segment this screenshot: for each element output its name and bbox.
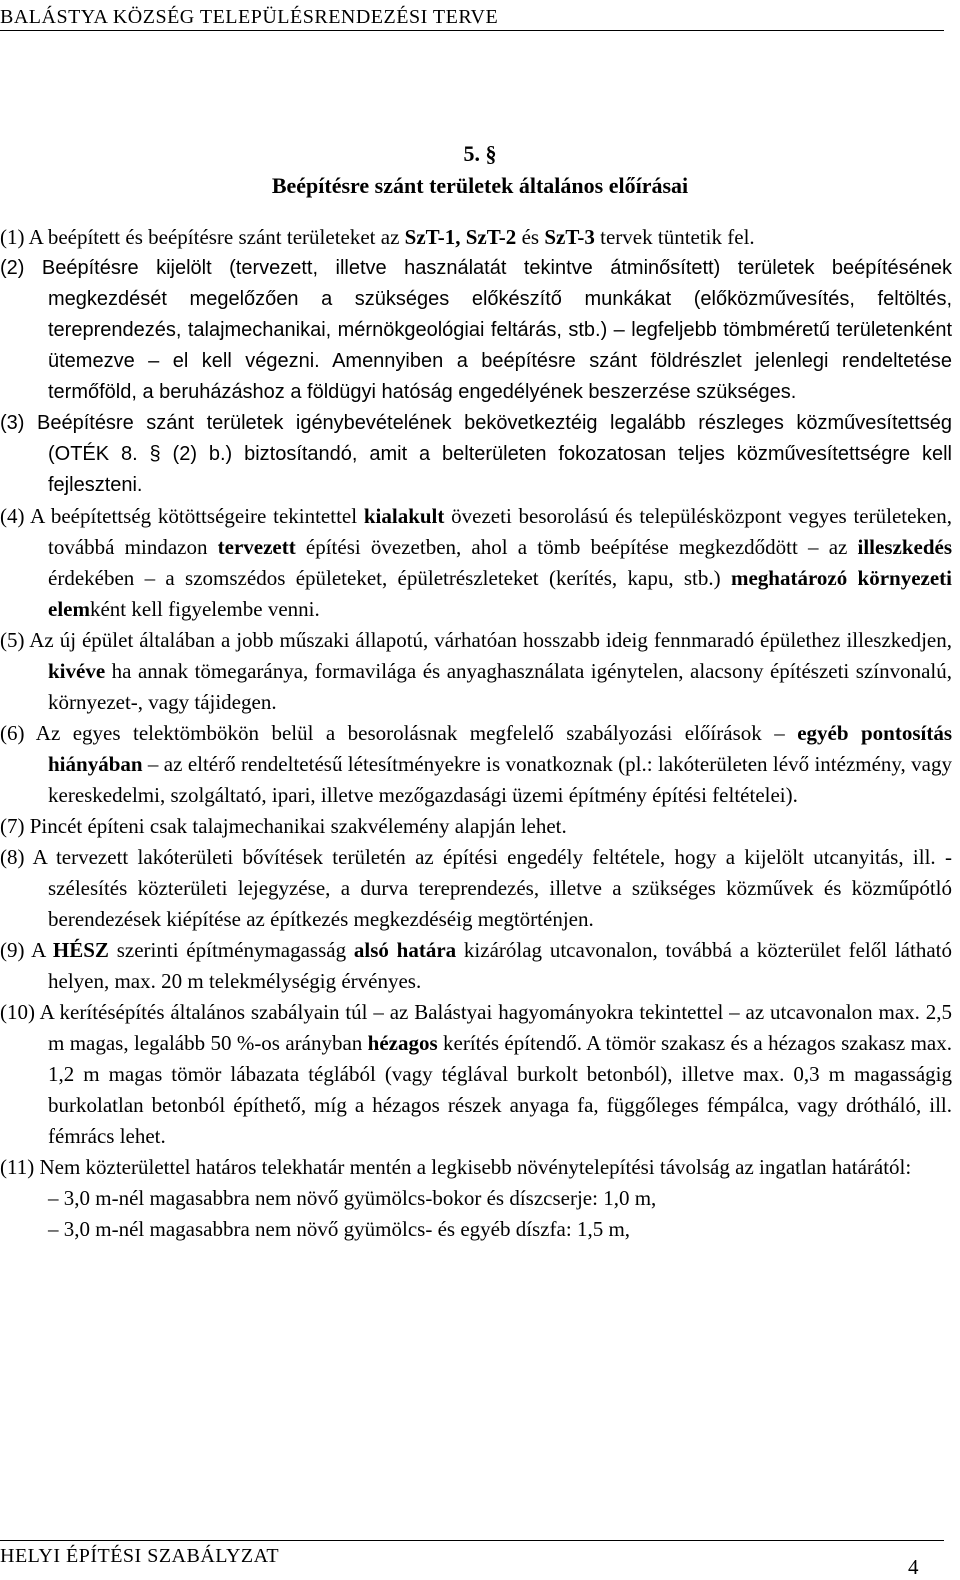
- p9-bold-a: HÉSZ: [52, 938, 109, 962]
- header-title: BALÁSTYA KÖZSÉG TELEPÜLÉSRENDEZÉSI TERVE: [0, 6, 499, 28]
- p1-text-a: (1) A beépített és beépítésre szánt területeket az: [0, 225, 405, 249]
- paragraph-9: [0, 935, 952, 997]
- p1-text-b: és: [516, 225, 545, 249]
- p2-text-b: Amennyiben a beépítésre szánt földrészlet jelenlegi rendeltetése termőföld, a beruházáshoz a földügyi hatóság engedélyének beszerzése szükséges.: [48, 350, 953, 403]
- list-item: [0, 1183, 952, 1214]
- p9-text-a: (9) A: [0, 938, 53, 962]
- paragraph-7: [0, 811, 952, 842]
- p4-text-a: (4) A beépítettség kötöttségeire tekintettel: [0, 504, 364, 528]
- p1-bold-b: SzT-3: [544, 225, 595, 249]
- p4-bold-d: meghatározó környezeti elem: [48, 566, 953, 621]
- section-title: Beépítésre szánt területek általános előírásai: [271, 173, 689, 198]
- paragraph-4: [0, 501, 952, 625]
- p3-text: (3) Beépítésre szánt területek igénybevételének bekövetkeztéig legalább részleges közművesítettség (OTÉK 8. § (2) b.) biztosítandó, amit a belterületen fokozatosan teljes közművesítettségre kell fejleszteni.: [0, 412, 952, 496]
- p9-text-b: szerinti építménymagasság: [108, 938, 354, 962]
- paragraph-6: [0, 718, 952, 811]
- p9-text-c: kizárólag utcavonalon, továbbá a közterület felől látható helyen, max. 20 m telekmélységig érvényes.: [48, 938, 952, 993]
- paragraph-10: [0, 997, 952, 1152]
- document-body: [0, 222, 952, 1245]
- p4-text-e: ként kell figyelembe venni.: [89, 597, 320, 621]
- p11-text: (11) Nem közterülettel határos telekhatár mentén a legkisebb növénytelepítési távolság az ingatlan határától:: [0, 1155, 912, 1179]
- p6-text-a: (6) Az egyes telektömbökön belül a besorolásnak megfelelő szabályozási előírások –: [0, 721, 798, 745]
- paragraph-2: [0, 253, 952, 408]
- paragraph-5: [0, 625, 952, 718]
- p4-text-d: érdekében – a szomszédos épületeket, épületrészleteket (kerítés, kapu, stb.): [48, 566, 731, 590]
- p4-text-c: építési övezetben, ahol a tömb beépítése megkezdődött – az: [295, 535, 858, 559]
- page-header: [0, 6, 944, 31]
- paragraph-8: [0, 842, 952, 935]
- p5-text-b: ha annak tömegaránya, formavilága és anyaghasználata igénytelen, alacsony építészeti színvonalú, környezet-, vagy tájidegen.: [48, 659, 952, 714]
- p10-text-b: kerítés építendő. A tömör szakasz és a hézagos szakasz max. 1,2 m magas tömör lábazata téglából (vagy téglával burkolt betonból), illetve max. 0,3 m magasságig burkolatlan betonból építhető, míg a hézagos részek anyaga fa, függőleges fémpálca, vagy drótháló, ill. fémrács lehet.: [48, 1031, 952, 1148]
- p6-bold-a: egyéb pontosítás hiányában: [48, 721, 952, 776]
- p4-text-b: övezeti besorolású és településközpont vegyes területeken, továbbá mindazon: [48, 504, 952, 559]
- p4-bold-b: tervezett: [217, 535, 296, 559]
- paragraph-3: [0, 408, 952, 501]
- p10-bold-a: hézagos: [367, 1031, 438, 1055]
- p2-text-a: (2) Beépítésre kijelölt (tervezett, illetve használatát tekintve átminősített) területek beépítésének megkezdését megelőzően a szükséges előkészítő munkákat (előközművesítés, feltöltés, tereprendezés, talajmechanikai, mérnökgeológiai feltárás, stb.) – legfeljebb tömbméretű területenként ütemezve – el kell végezni.: [0, 257, 952, 372]
- p4-bold-c: illeszkedés: [857, 535, 953, 559]
- page-footer: [0, 1540, 944, 1579]
- section-number: 5. §: [463, 141, 497, 166]
- p7-text: (7) Pincét építeni csak talajmechanikai szakvélemény alapján lehet.: [0, 814, 567, 838]
- footer-title: HELYI ÉPÍTÉSI SZABÁLYZAT: [0, 1545, 280, 1567]
- list-item: [0, 1214, 952, 1245]
- page-number: 4: [908, 1555, 919, 1579]
- p5-text-a: (5) Az új épület általában a jobb műszaki állapotú, várhatóan hosszabb ideig fennmaradó épülethez illeszkedjen,: [0, 628, 952, 652]
- p6-text-b: – az eltérő rendeltetésű létesítményekre is vonatkoznak (pl.: lakóterületen lévő intézmény, vagy kereskedelmi, szolgáltató, ipari, illetve mezőgazdasági üzemi építmény építési feltételei).: [48, 752, 952, 807]
- p11-list-item-1: – 3,0 m-nél magasabbra nem növő gyümölcs-bokor és díszcserje: 1,0 m,: [48, 1186, 657, 1210]
- p11-list-item-2: – 3,0 m-nél magasabbra nem növő gyümölcs- és egyéb díszfa: 1,5 m,: [48, 1217, 631, 1241]
- p1-text-c: tervek tüntetik fel.: [594, 225, 755, 249]
- p4-bold-a: kialakult: [363, 504, 445, 528]
- paragraph-11: [0, 1152, 952, 1183]
- p1-bold-a: SzT-1, SzT-2: [404, 225, 517, 249]
- section-heading: [0, 140, 960, 202]
- p8-text: (8) A tervezett lakóterületi bővítések területén az építési engedély feltétele, hogy a kijelölt utcanyitás, ill. -szélesítés közterületi lejegyzése, a durva tereprendezés, illetve a szükséges közművek és közműpótló berendezések kiépítése az építkezés megkezdéséig megtörténjen.: [0, 845, 952, 931]
- p9-bold-b: alsó határa: [353, 938, 457, 962]
- p5-bold-a: kivéve: [48, 659, 106, 683]
- paragraph-1: [0, 222, 952, 253]
- p10-text-a: (10) A kerítésépítés általános szabályain túl – az Balástyai hagyományokra tekintettel – az utcavonalon max. 2,5 m magas, legalább 50 %-os arányban: [0, 1000, 952, 1055]
